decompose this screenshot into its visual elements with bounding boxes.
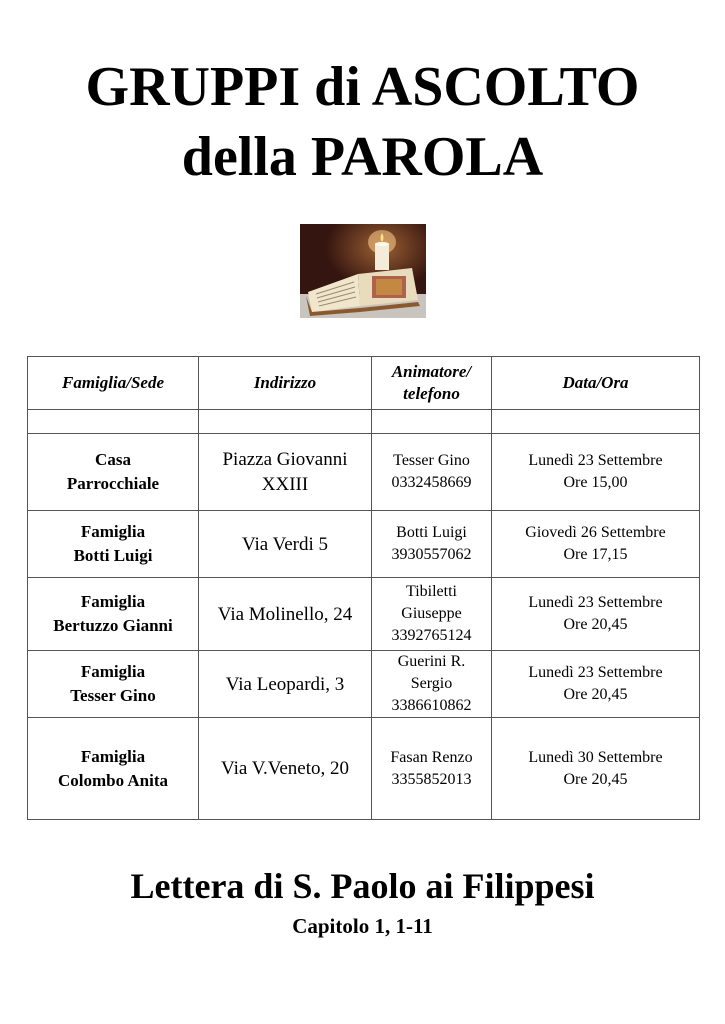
- cell-famiglia: Famiglia Colombo Anita: [28, 718, 199, 820]
- cell-animatore: Tibiletti Giuseppe 3392765124: [372, 578, 492, 651]
- cell-famiglia: Famiglia Botti Luigi: [28, 511, 199, 578]
- cell-data: Lunedì 23 Settembre Ore 20,45: [492, 578, 700, 651]
- header-animatore: [372, 357, 492, 410]
- chapter-subtitle: Capitolo 1, 1-11: [292, 914, 433, 938]
- cell-famiglia: Casa Parrocchiale: [28, 434, 199, 511]
- cell-indirizzo: Via V.Veneto, 20: [199, 718, 372, 820]
- table-row: [28, 718, 700, 820]
- schedule-table: [27, 356, 700, 820]
- table-row: [28, 578, 700, 651]
- table-row: [28, 434, 700, 511]
- title-line-1: GRUPPI di ASCOLTO: [85, 56, 640, 118]
- cell-animatore: Tesser Gino 0332458669: [372, 434, 492, 511]
- table-header-row: [28, 357, 700, 410]
- cell-indirizzo: Piazza Giovanni XXIII: [199, 434, 372, 511]
- cell-data: Giovedì 26 Settembre Ore 17,15: [492, 511, 700, 578]
- header-data: Data/Ora: [492, 357, 700, 410]
- cell-indirizzo: Via Verdi 5: [199, 511, 372, 578]
- table-row: [28, 511, 700, 578]
- header-indirizzo: Indirizzo: [199, 357, 372, 410]
- open-bible-with-candle-icon: [300, 224, 426, 318]
- cell-indirizzo: Via Molinello, 24: [199, 578, 372, 651]
- empty-row: [28, 410, 700, 434]
- letter-title: Lettera di S. Paolo ai Filippesi: [130, 866, 595, 906]
- cell-animatore: Botti Luigi 3930557062: [372, 511, 492, 578]
- cell-animatore: Guerini R. Sergio 3386610862: [372, 651, 492, 718]
- cell-data: Lunedì 23 Settembre Ore 20,45: [492, 651, 700, 718]
- header-animatore-line-2: telefono: [403, 384, 460, 403]
- header-animatore-line-1: Animatore/: [391, 362, 472, 381]
- cell-famiglia: Famiglia Bertuzzo Gianni: [28, 578, 199, 651]
- cell-data: Lunedì 23 Settembre Ore 15,00: [492, 434, 700, 511]
- page-title: [0, 52, 725, 192]
- cell-indirizzo: Via Leopardi, 3: [199, 651, 372, 718]
- cell-famiglia: Famiglia Tesser Gino: [28, 651, 199, 718]
- title-line-2: della PAROLA: [181, 126, 544, 188]
- table-row: [28, 651, 700, 718]
- cell-animatore: Fasan Renzo 3355852013: [372, 718, 492, 820]
- header-famiglia: Famiglia/Sede: [28, 357, 199, 410]
- cell-data: Lunedì 30 Settembre Ore 20,45: [492, 718, 700, 820]
